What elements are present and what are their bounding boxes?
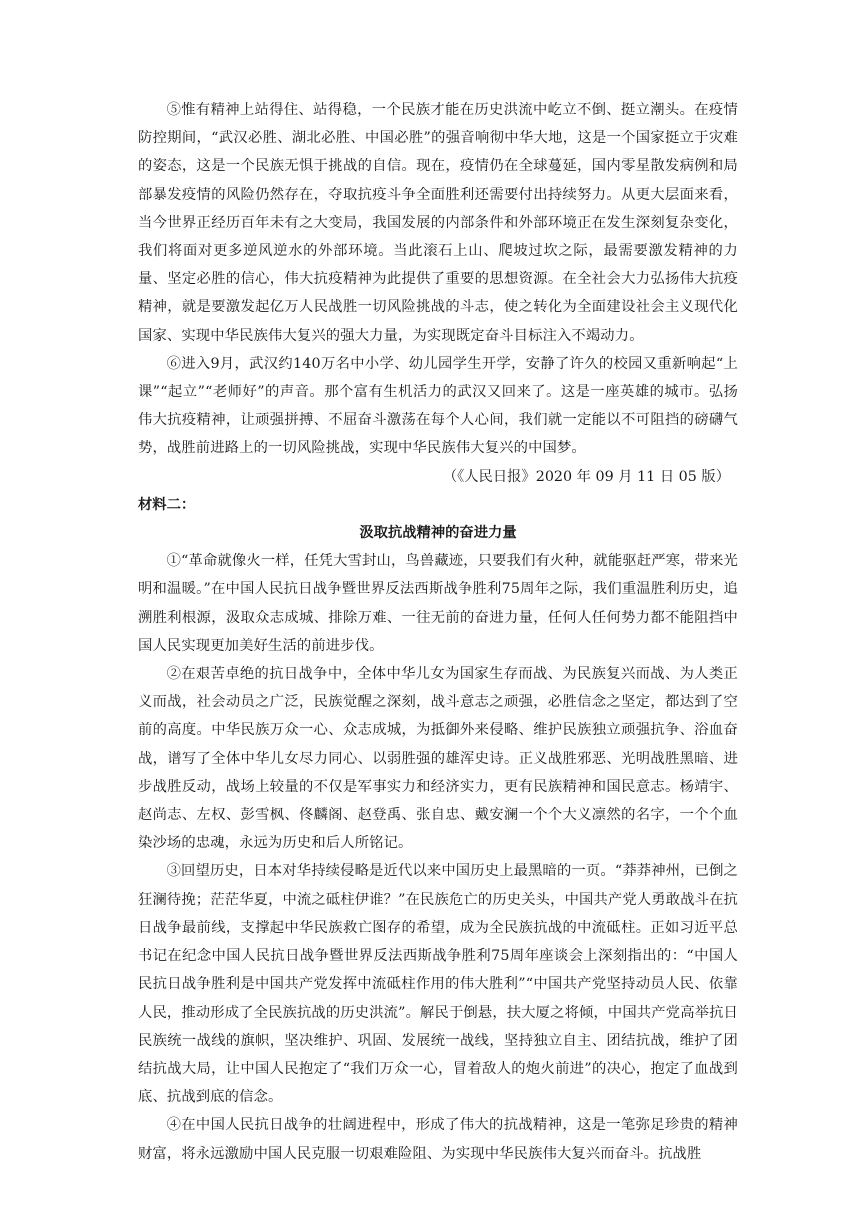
document-page bbox=[138, 96, 738, 1168]
article-title: 汲取抗战精神的奋进力量 bbox=[359, 525, 517, 542]
source-citation: （《人民日报》2020 年 09 月 11 日 05 版） bbox=[442, 468, 730, 485]
paragraph-4: ④在中国人民抗日战争的壮阔进程中，形成了伟大的抗战精神，这是一笔弥足珍贵的精神财富，将永远激励中国人民克服一切艰难险阻、为实现中华民族伟大复兴而奋斗。抗战胜 bbox=[138, 1117, 738, 1162]
paragraph-6: ⑥进入9月，武汉约140万名中小学、幼儿园学生开学，安静了许久的校园又重新响起“上课”“起立”“老师好”的声音。那个富有生机活力的武汉又回来了。这是一座英雄的城市。弘扬伟大抗疫精神，让顽强拼搏、不屈奋斗激荡在每个人心间，我们就一定能以不可阻挡的磅礴气势，战胜前进路上的一切风险挑战，实现中华民族伟大复兴的中国梦。 bbox=[138, 355, 738, 457]
paragraph-5: ⑤惟有精神上站得住、站得稳，一个民族才能在历史洪流中屹立不倒、挺立潮头。在疫情防控期间，“武汉必胜、湖北必胜、中国必胜”的强音响彻中华大地，这是一个国家挺立于灾难的姿态，这是一个民族无惧于挑战的自信。现在，疫情仍在全球蔓延，国内零星散发病例和局部暴发疫情的风险仍然存在，夺取抗疫斗争全面胜利还需要付出持续努力。从更大层面来看，当今世界正经历百年未有之大变局，我国发展的内部条件和外部环境正在发生深刻复杂变化，我们将面对更多逆风逆水的外部环境。当此滚石上山、爬坡过坎之际，最需要激发精神的力量、坚定必胜的信心，伟大抗疫精神为此提供了重要的思想资源。在全社会大力弘扬伟大抗疫精神，就是要激发起亿万人民战胜一切风险挑战的斗志，使之转化为全面建设社会主义现代化国家、实现中华民族伟大复兴的强大力量，为实现既定奋斗目标注入不竭动力。 bbox=[138, 102, 738, 344]
material-two-label: 材料二： bbox=[138, 496, 196, 513]
paragraph-1: ①“革命就像火一样，任凭大雪封山，鸟兽藏迹，只要我们有火种，就能驱赶严寒，带来光明和温暖。”在中国人民抗日战争暨世界反法西斯战争胜利75周年之际，我们重温胜利历史，追溯胜利根源，汲取众志成城、排除万难、一往无前的奋进力量，任何人任何势力都不能阻挡中国人民实现更加美好生活的前进步伐。 bbox=[138, 553, 738, 654]
paragraph-2: ②在艰苦卓绝的抗日战争中，全体中华儿女为国家生存而战、为民族复兴而战、为人类正义而战，社会动员之广泛，民族觉醒之深刻，战斗意志之顽强，必胜信念之坚定，都达到了空前的高度。中华民族万众一心、众志成城，为抵御外来侵略、维护民族独立顽强抗争、浴血奋战，谱写了全体中华儿女尽力同心、以弱胜强的雄浑史诗。正义战胜邪恶、光明战胜黑暗、进步战胜反动，战场上较量的不仅是军事实力和经济实力，更有民族精神和国民意志。杨靖宇、赵尚志、左权、彭雪枫、佟麟阁、赵登禹、张自忠、戴安澜一个个大义凛然的名字，一个个血染沙场的忠魂，永远为历史和后人所铭记。 bbox=[138, 666, 738, 852]
paragraph-3: ③回望历史，日本对华持续侵略是近代以来中国历史上最黑暗的一页。“莽莽神州，已倒之狂澜待挽；茫茫华夏，中流之砥柱伊谁？”在民族危亡的历史关头，中国共产党人勇敢战斗在抗日战争最前线，支撑起中华民族救亡图存的希望，成为全民族抗战的中流砥柱。正如习近平总书记在纪念中国人民抗日战争暨世界反法西斯战争胜利75周年座谈会上深刻指出的：“中国人民抗日战争胜利是中国共产党发挥中流砥柱作用的伟大胜利”“中国共产党坚持动员人民、依靠人民，推动形成了全民族抗战的历史洪流”。解民于倒悬，扶大厦之将倾，中国共产党高举抗日民族统一战线的旗帜，坚决维护、巩固、发展统一战线，坚持独立自主、团结抗战，维护了团结抗战大局，让中国人民抱定了“我们万众一心，冒着敌人的炮火前进”的决心，抱定了血战到底、抗战到底的信念。 bbox=[138, 863, 738, 1106]
